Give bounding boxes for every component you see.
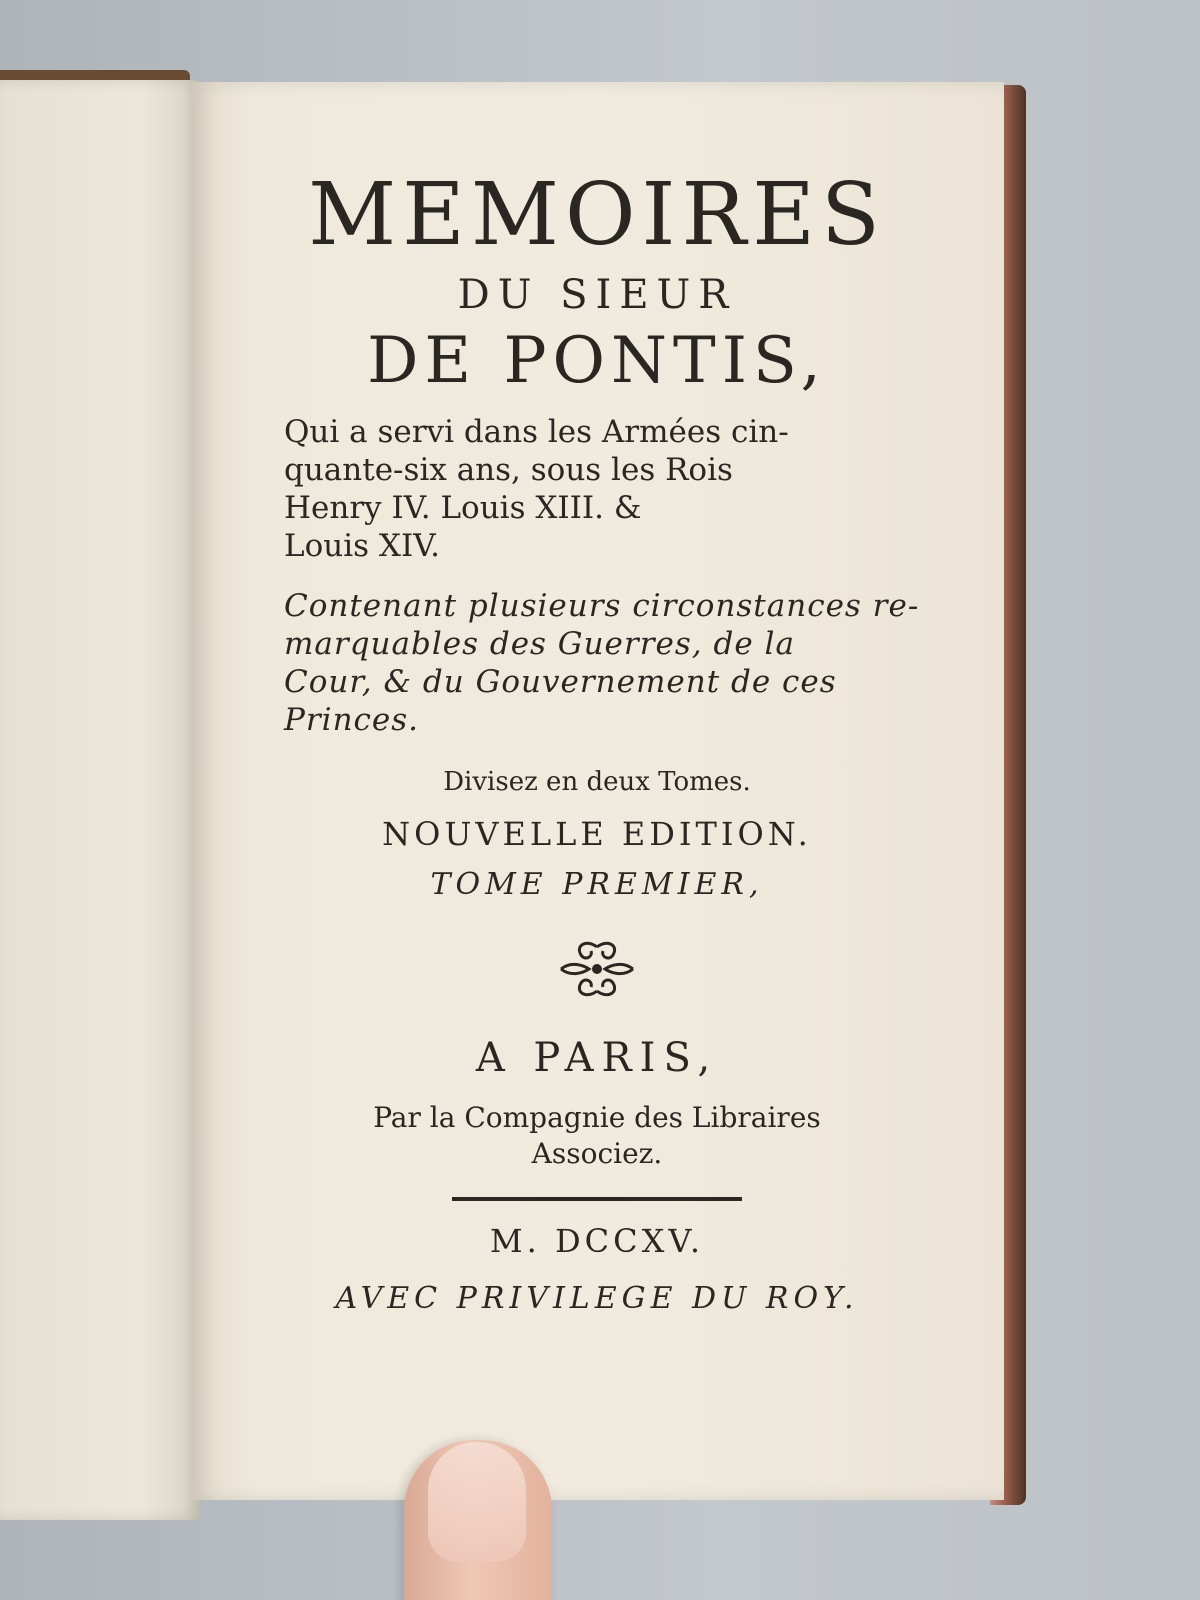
description-line: Louis XIV. — [284, 528, 441, 564]
contents-line: marquables des Guerres, de la — [284, 626, 795, 662]
description-line: quante-six ans, sous les Rois — [284, 452, 733, 488]
contents-line: Contenant plusieurs circonstances re- — [284, 588, 920, 624]
title-page — [192, 82, 1004, 1500]
fleuron-ornament-icon — [557, 939, 637, 999]
open-book — [0, 60, 1040, 1540]
left-page — [0, 80, 200, 1520]
edition-label: NOUVELLE EDITION. — [382, 815, 812, 853]
author-name: DE PONTIS, — [367, 324, 827, 398]
publisher-line: Par la Compagnie des Libraires — [373, 1101, 821, 1134]
contents-paragraph — [284, 587, 920, 739]
description-paragraph — [284, 413, 844, 565]
publication-year: M. DCCXV. — [489, 1222, 705, 1260]
book-title: MEMOIRES — [308, 165, 886, 265]
thumbnail — [428, 1442, 526, 1562]
contents-line: Cour, & du Gouvernement de ces — [284, 664, 837, 700]
volume-label: TOME PREMIER, — [430, 867, 764, 902]
divider-rule — [452, 1197, 742, 1201]
place-of-publication: A PARIS, — [475, 1035, 719, 1081]
royal-privilege: AVEC PRIVILEGE DU ROY. — [335, 1281, 859, 1316]
title-page-content — [222, 167, 972, 1319]
division-note: Divisez en deux Tomes. — [443, 767, 751, 797]
publisher-line: Associez. — [531, 1137, 663, 1170]
description-line: Qui a servi dans les Armées cin- — [284, 414, 789, 450]
contents-line: Princes. — [284, 702, 420, 738]
description-line: Henry IV. Louis XIII. & — [284, 490, 642, 526]
book-subtitle: DU SIEUR — [457, 272, 737, 318]
